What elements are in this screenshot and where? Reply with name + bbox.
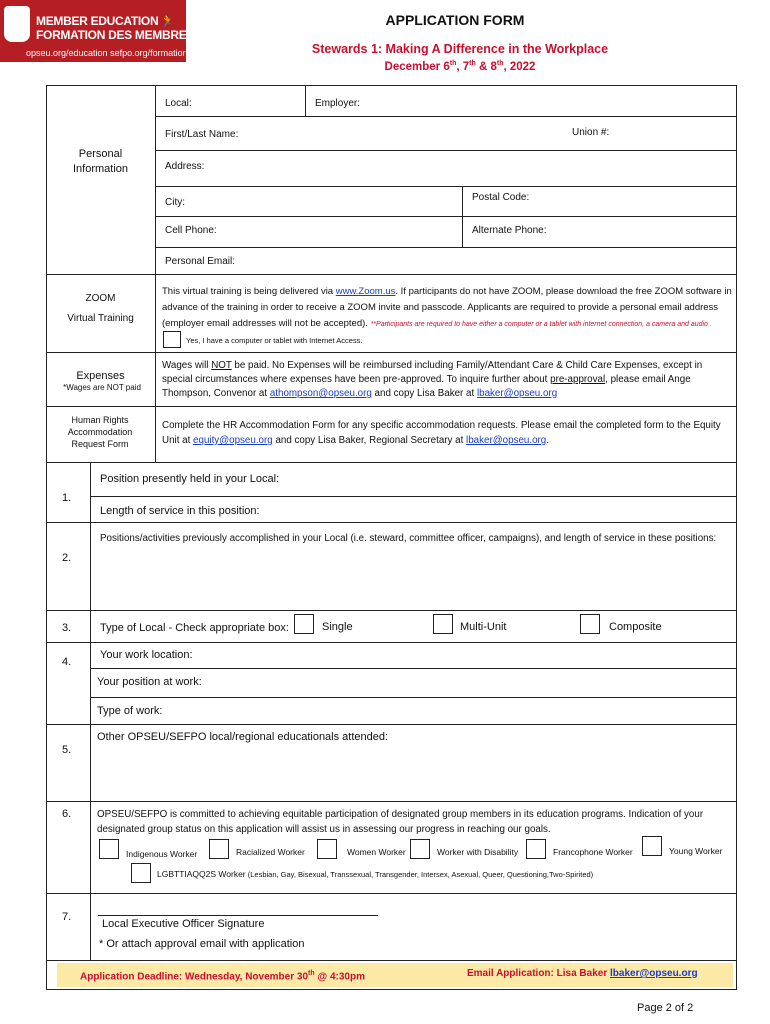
- women-checkbox[interactable]: [317, 839, 337, 859]
- q5-number: 5.: [62, 744, 72, 756]
- q1-number: 1.: [62, 492, 72, 504]
- work-position-label: Your position at work:: [97, 676, 202, 688]
- q4-number: 4.: [62, 656, 72, 668]
- personal-section-label: Personal Information: [72, 148, 129, 175]
- expenses-text: Wages will NOT be paid. No Expenses will be reimbursed including Family/Attendant Care & Child Care Expenses, except in special circumstances where expenses have been pre-approved. To inquire further about pre-approval, please email Ange Thompson, Convenor at athompson@opseu.org and copy Lisa Baker at lbaker@opseu.org: [162, 360, 703, 399]
- composite-checkbox[interactable]: [580, 614, 600, 634]
- position-label: Position presently held in your Local:: [100, 473, 280, 485]
- type-local-label: Type of Local - Check appropriate box:: [100, 622, 289, 634]
- cell-label: Cell Phone:: [165, 225, 217, 236]
- zoom-title: ZOOM: [85, 293, 116, 304]
- fist-icon: [4, 6, 30, 42]
- positions-label: Positions/activities previously accomplished in your Local (i.e. steward, committee officer, campaigns), and length of service in these positions:: [100, 533, 717, 544]
- opseu-logo: [0, 0, 195, 62]
- local-label: Local:: [165, 98, 192, 109]
- racialized-label: Racialized Worker: [236, 847, 305, 857]
- women-label: Women Worker: [347, 847, 406, 857]
- q2-number: 2.: [62, 552, 72, 564]
- alt-phone-label: Alternate Phone:: [472, 225, 547, 236]
- indigenous-checkbox[interactable]: [99, 839, 119, 859]
- deadline-text: Application Deadline: Wednesday, November 30th @ 4:30pm: [80, 970, 365, 983]
- expenses-title: Expenses: [76, 370, 125, 382]
- work-type-label: Type of work:: [97, 705, 163, 717]
- form-title: APPLICATION FORM: [385, 12, 525, 28]
- francophone-checkbox[interactable]: [526, 839, 546, 859]
- lgbt-label: LGBTTIAQQ2S Worker (Lesbian, Gay, Bisexual, Transsexual, Transgender, Intersex, Asexual, Queer, Questioning,Two-Spirited): [157, 869, 594, 879]
- q7-number: 7.: [62, 911, 72, 923]
- city-label: City:: [165, 197, 185, 208]
- work-location-label: Your work location:: [100, 649, 193, 661]
- runner-icon: 🏃: [160, 14, 175, 28]
- expenses-note: *Wages are NOT paid: [63, 383, 141, 392]
- zoom-subtitle: Virtual Training: [67, 313, 134, 324]
- hr-text: Complete the HR Accommodation Form for any specific accommodation requests. Please email the completed form to the Equity Unit at equity@opseu.org and copy Lisa Baker, Regional Secretary at lbaker@opseu.org.: [162, 420, 721, 446]
- disability-checkbox[interactable]: [410, 839, 430, 859]
- signature-note: * Or attach approval email with application: [99, 938, 305, 950]
- multi-unit-label: Multi-Unit: [460, 621, 507, 633]
- form-subtitle: Stewards 1: Making A Difference in the Workplace: [311, 42, 609, 56]
- internet-access-label: Yes, I have a computer or tablet with Internet Access.: [186, 336, 363, 345]
- name-label: First/Last Name:: [165, 129, 239, 140]
- other-educationals-label: Other OPSEU/SEFPO local/regional educationals attended:: [97, 731, 389, 743]
- single-checkbox[interactable]: [294, 614, 314, 634]
- internet-access-checkbox[interactable]: [163, 331, 181, 348]
- postal-label: Postal Code:: [472, 192, 530, 203]
- form-date: December 6th, 7th & 8th, 2022: [384, 60, 536, 73]
- length-label: Length of service in this position:: [100, 505, 260, 517]
- young-checkbox[interactable]: [642, 836, 662, 856]
- young-label: Young Worker: [669, 846, 723, 856]
- logo-line1: MEMBER EDUCATION: [36, 14, 159, 28]
- francophone-label: Francophone Worker: [553, 847, 633, 857]
- q3-number: 3.: [62, 622, 72, 634]
- equity-text: OPSEU/SEFPO is committed to achieving equitable participation of designated group members in its education programs. Indication of your designated group status on this application will assist us in assessing our progress in reaching our goals.: [97, 809, 704, 835]
- signature-line[interactable]: [98, 915, 378, 916]
- lgbt-checkbox[interactable]: [131, 863, 151, 883]
- signature-label: Local Executive Officer Signature: [102, 918, 265, 930]
- zoom-text: This virtual training is being delivered via www.Zoom.us. If participants do not have ZOOM, please download the free ZOOM software in advance of the training in order to receive a ZOOM invite and passcode. Applicants are required to provide a personal email address (employer email addresses will not be accepted). **Participants are required to have either a computer or a tablet with internet connection, a camera and audio .: [162, 286, 732, 329]
- logo-line3: opseu.org/education sefpo.org/formation: [26, 48, 188, 58]
- logo-line2: FORMATION DES MEMBRES: [36, 28, 195, 42]
- disability-label: Worker with Disability: [437, 847, 519, 857]
- multi-unit-checkbox[interactable]: [433, 614, 453, 634]
- email-label: Personal Email:: [165, 256, 236, 267]
- address-label: Address:: [165, 161, 205, 172]
- hr-title: Human Rights Accommodation Request Form: [67, 415, 133, 449]
- indigenous-label: Indigenous Worker: [126, 849, 198, 859]
- employer-label: Employer:: [315, 98, 361, 109]
- email-application-text: Email Application: Lisa Baker lbaker@opseu.org: [467, 968, 698, 979]
- racialized-checkbox[interactable]: [209, 839, 229, 859]
- union-label: Union #:: [572, 127, 610, 138]
- page-number: Page 2 of 2: [637, 1002, 694, 1014]
- q6-number: 6.: [62, 808, 72, 820]
- single-label: Single: [322, 621, 353, 633]
- composite-label: Composite: [609, 621, 662, 633]
